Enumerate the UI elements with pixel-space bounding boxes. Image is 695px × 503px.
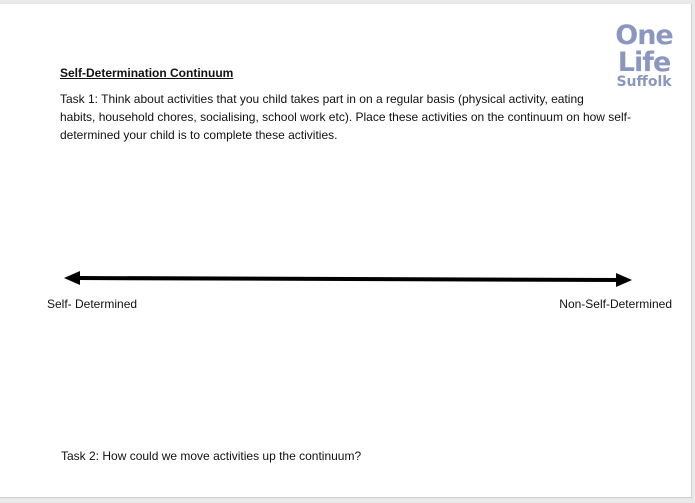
document-title: Self-Determination Continuum [60,66,234,80]
task-1-line-1: Task 1: Think about activities that you child takes part in on a regular basis (physical activity, eating [60,92,584,106]
left-arrowhead-icon [64,271,80,285]
logo-line-one: One [615,20,673,51]
document-page [0,4,692,498]
logo-line-life: Life [617,47,671,78]
logo-line-suffolk: Suffolk [616,74,672,90]
right-arrowhead-icon [616,273,632,287]
task-1-line-2: habits, household chores, socialising, school work etc). Place these activities on the continuum on how self- [60,110,631,124]
task-1-instructions [60,90,650,144]
continuum-double-arrow [64,270,634,288]
continuum-left-label: Self- Determined [47,297,138,311]
task-1-line-3: determined your child is to complete these activities. [60,128,338,142]
task-2-question: Task 2: How could we move activities up the continuum? [61,449,362,463]
one-life-suffolk-logo [611,22,677,89]
continuum-right-label: Non-Self-Determined [559,297,672,311]
continuum-line [76,278,620,280]
